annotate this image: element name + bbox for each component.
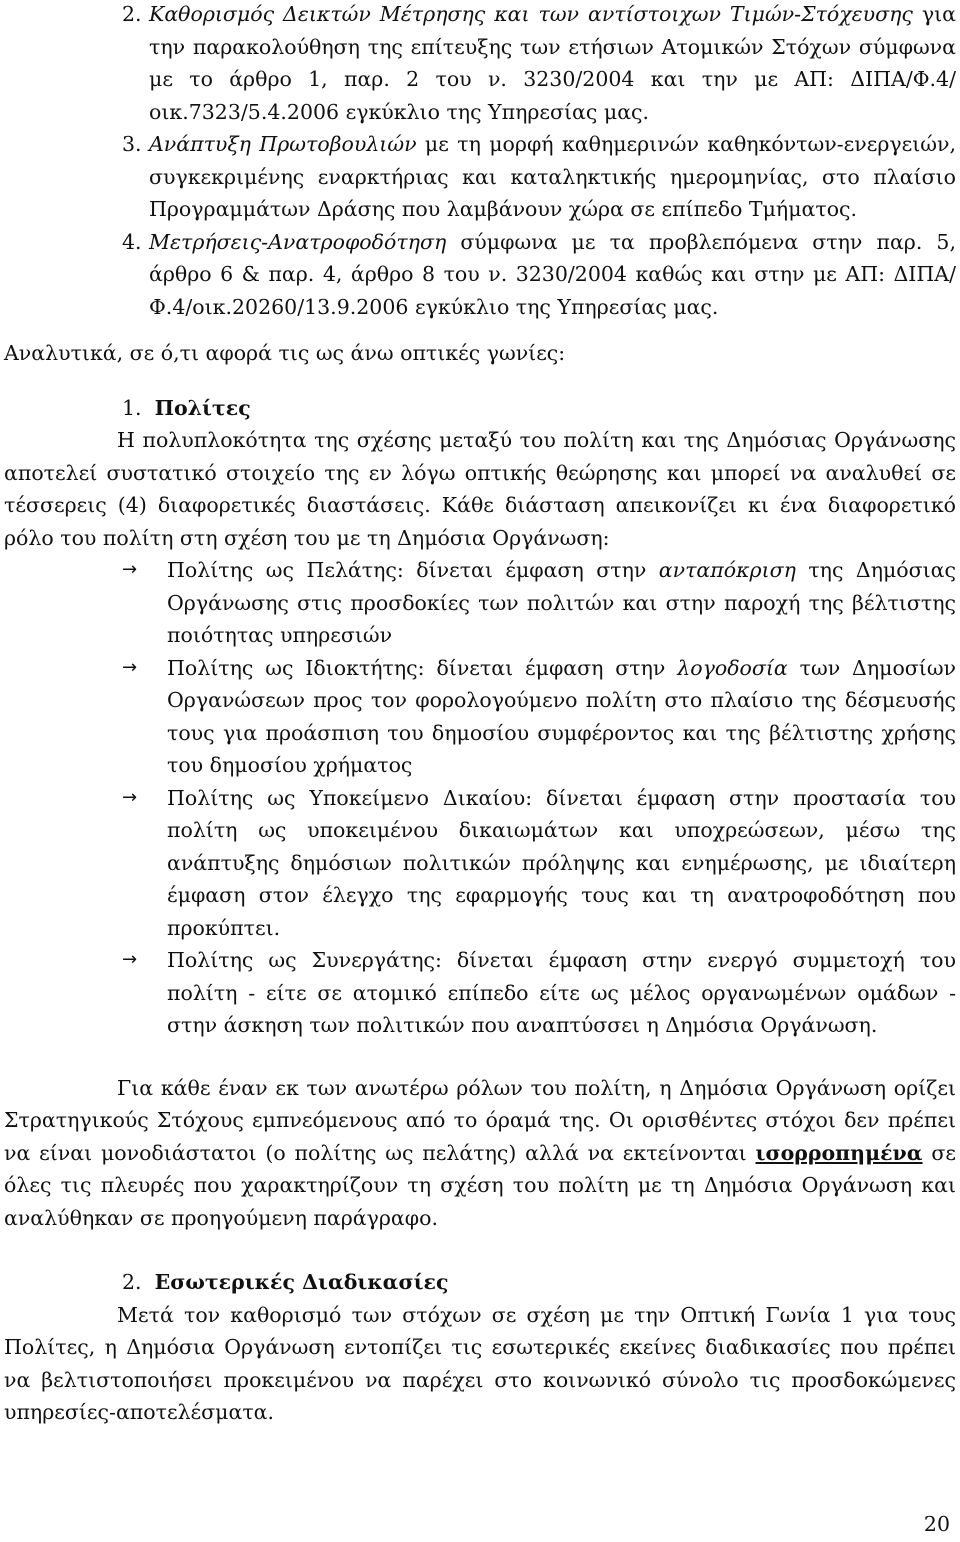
list-item-text: με τη μορφή καθημερινών καθηκόντων-ενεργειών, συγκεκριμένης εναρκτήριας και καταληκτικής ημερομηνίας, στο πλαίσιο Προγραμμάτων Δράσης που λαμβάνουν χώρα σε επίπεδο Τμήματος. [149, 132, 956, 221]
bullet-citizen-subject-of-law: → Πολίτης ως Υποκείμενο Δικαίου: δίνεται έμφαση στην προστασία του πολίτη ως υποκειμένου δικαιωμάτων και υποχρεώσεων, μέσω της ανάπτυξης δημόσιων πολιτικών πρόληψης και ενημέρωσης, με ιδιαίτερη έμφαση στον έλεγχο της εφαρμογής τους και τη ανατροφοδότηση που προκύπτει. [4, 782, 956, 945]
list-item-title: Μετρήσεις-Ανατροφοδότηση [149, 229, 447, 254]
analytics-line: Αναλυτικά, σε ό,τι αφορά τις ως άνω οπτικές γωνίες: [4, 341, 566, 365]
paragraph-roles: Για κάθε έναν εκ των ανωτέρω ρόλων του πολίτη, η Δημόσια Οργάνωση ορίζει Στρατηγικούς Στόχους εμπνεόμενους από το όραμά της. Οι ορισθέντες στόχοι δεν πρέπει να είναι μονοδιάστατοι (ο πολίτης ως πελάτης) αλλά να εκτείνονται ισορροπημένα σε όλες τις πλευρές που χαρακτηρίζουν τη σχέση του πολίτη με τη Δημόσια Οργάνωση και αναλύθηκαν σε προηγούμενη παράγραφο. [4, 1075, 956, 1230]
document-page [4, 0, 956, 1429]
arrow-bullet-icon: → [122, 656, 138, 678]
emphasis-balanced: ισορροπημένα [755, 1140, 923, 1165]
section-title: Πολίτες [154, 395, 251, 420]
arrow-bullet-icon: → [122, 786, 138, 808]
section2-text: Μετά τον καθορισμό των στόχων σε σχέση με την Οπτική Γωνία 1 για τους Πολίτες, η Δημόσια Οργάνωση εντοπίζει τις εσωτερικές εκείνες διαδικασίες που πρέπει να βελτιστοποιήσει προκειμένου να παρέχει στο κοινωνικό σύνολο τις προσδοκώμενες υπηρεσίες-αποτελέσματα. [4, 1302, 956, 1424]
list-number: 3. [122, 132, 142, 156]
section-heading-citizens [4, 392, 956, 425]
list-item-title: Ανάπτυξη Πρωτοβουλιών [149, 132, 417, 156]
bullet-citizen-partner: → Πολίτης ως Συνεργάτης: δίνεται έμφαση στην ενεργό συμμετοχή του πολίτη - είτε σε ατομικό επίπεδο είτε ως μέλος οργανωμένων ομάδων - στην άσκηση των πολιτικών που αναπτύσσει η Δημόσια Οργάνωση. [4, 944, 956, 1042]
list-item-text: σύμφωνα με τα προβλεπόμενα στην παρ. 5, άρθρο 6 & παρ. 4, άρθρο 8 του ν. 3230/2004 καθώς και στην με ΑΠ: ΔΙΠΑ/Φ.4/οικ.20260/13.9.2006 εγκύκλιο της Υπηρεσίας μας. [149, 229, 956, 319]
arrow-bullet-icon: → [122, 949, 138, 970]
list-number: 2. [122, 2, 142, 26]
bullet-citizen-owner: → Πολίτης ως Ιδιοκτήτης: δίνεται έμφαση στην λογοδοσία των Δημοσίων Οργανώσεων προς τον φορολογούμενο πολίτη στο πλαίσιο της δέσμευσής τους για προάσπιση του δημοσίου συμφέροντος και της βέλτιστης χρήσης του δημοσίου χρήματος [4, 652, 956, 782]
list-item-title: Καθορισμός Δεικτών Μέτρησης και των αντίστοιχων Τιμών-Στόχευσης [149, 2, 913, 26]
section-intro: Η πολυπλοκότητα της σχέσης μεταξύ του πολίτη και της Δημόσιας Οργάνωσης αποτελεί συστατικό στοιχείο της εν λόγω οπτικής θεώρησης και μπορεί να αναλυθεί σε τέσσερεις (4) διαφορετικές διαστάσεις. Κάθε διάσταση απεικονίζει κι ένα διαφορετικό ρόλο του πολίτη στη σχέση του με τη Δημόσια Οργάνωση: [4, 428, 956, 550]
section-heading-internal-processes [4, 1266, 956, 1299]
section-number: 2. [122, 1270, 142, 1294]
bullet-citizen-customer: → Πολίτης ως Πελάτης: δίνεται έμφαση στην ανταπόκριση της Δημόσιας Οργάνωσης στις προσδοκίες των πολιτών και στην παροχή της βέλτιστης ποιότητας υπηρεσιών [4, 554, 956, 652]
list-number: 4. [122, 229, 142, 254]
arrow-bullet-icon: → [122, 559, 138, 580]
list-item-3 [4, 128, 956, 226]
list-item-4 [4, 226, 956, 324]
list-item-2 [4, 0, 956, 128]
section-number: 1. [122, 395, 142, 420]
section-title: Εσωτερικές Διαδικασίες [154, 1270, 449, 1294]
list-item-text: για την παρακολούθηση της επίτευξης των ετήσιων Ατομικών Στόχων σύμφωνα με το άρθρο 1, παρ. 2 του ν. 3230/2004 και την με ΑΠ: ΔΙΠΑ/Φ.4/οικ.7323/5.4.2006 εγκύκλιο της Υπηρεσίας μας. [149, 2, 957, 124]
page-number: 20 [923, 1512, 950, 1536]
